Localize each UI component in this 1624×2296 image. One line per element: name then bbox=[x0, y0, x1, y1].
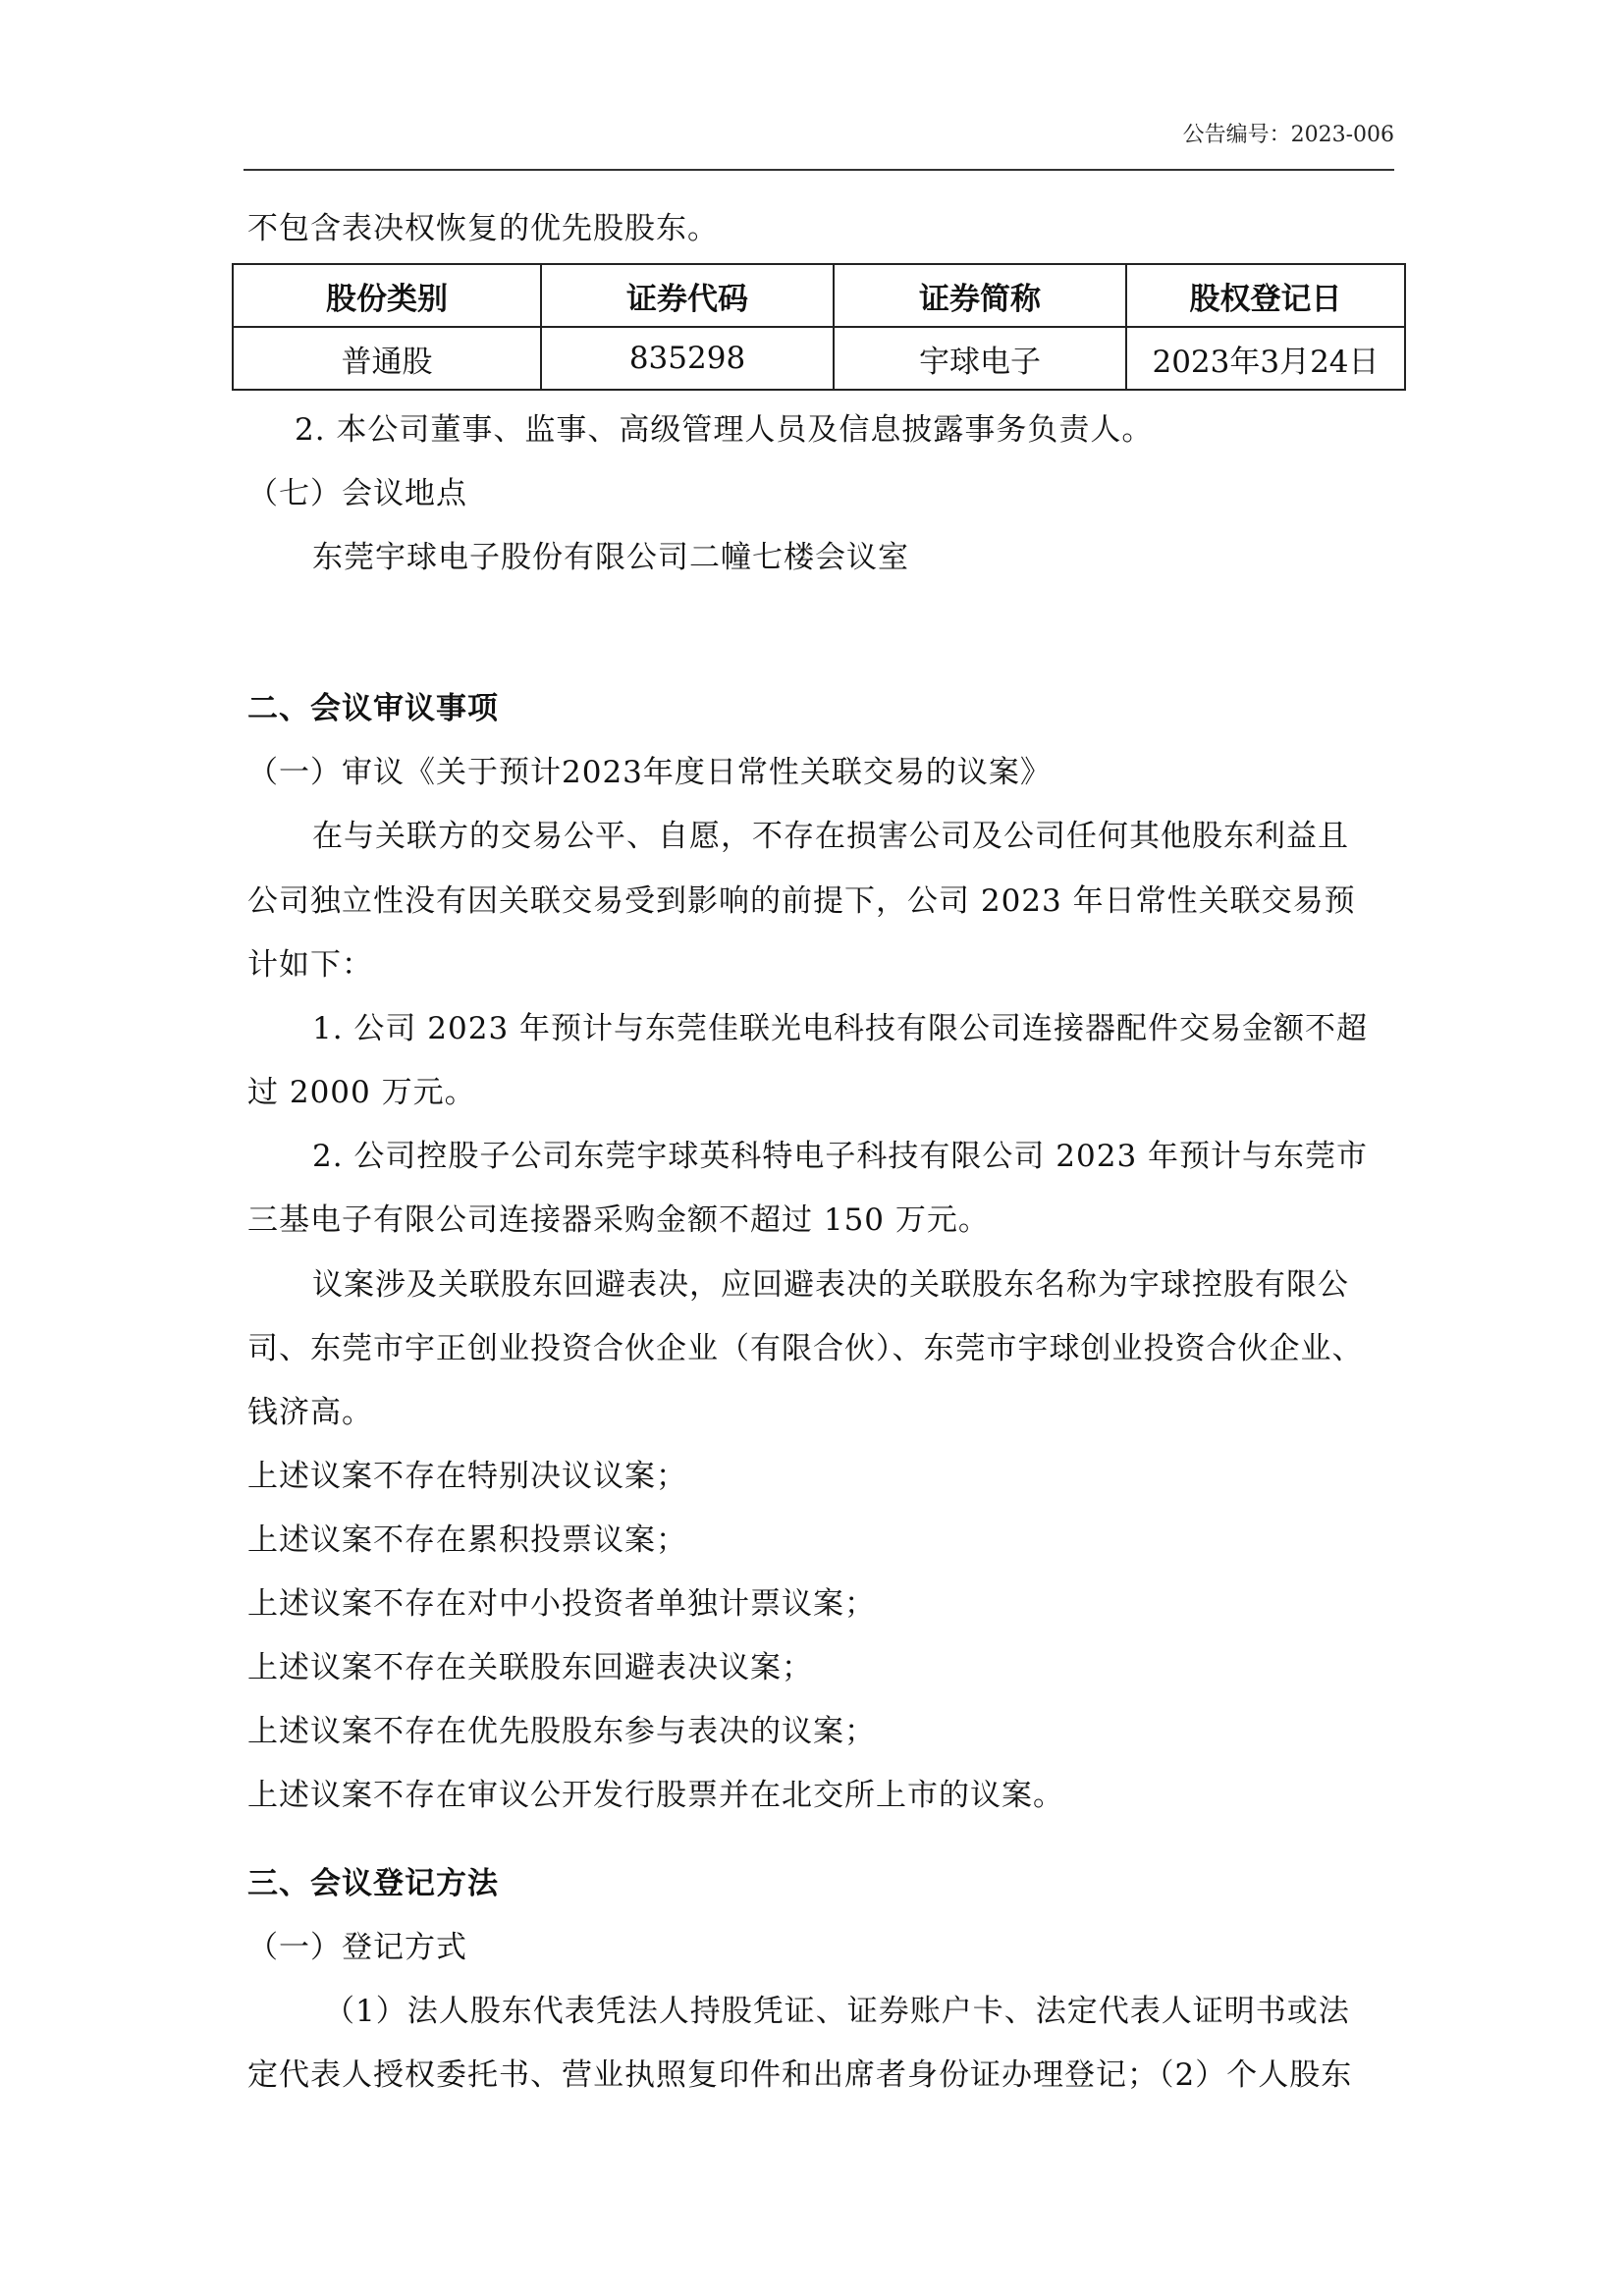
note-line: 上述议案不存在特别决议议案； bbox=[247, 1459, 687, 1494]
text-line: 钱济高。 bbox=[247, 1395, 373, 1430]
section-heading: 三、会议登记方法 bbox=[247, 1866, 499, 1901]
note-line: 上述议案不存在关联股东回避表决议案； bbox=[247, 1650, 813, 1685]
text-line: 议案涉及关联股东回避表决，应回避表决的关联股东名称为宇球控股有限公 bbox=[312, 1267, 1349, 1303]
subsection-heading: （七）会议地点 bbox=[247, 476, 467, 511]
text-line: （1）法人股东代表凭法人持股凭证、证券账户卡、法定代表人证明书或法 bbox=[324, 1994, 1350, 2029]
note-line: 上述议案不存在优先股股东参与表决的议案； bbox=[247, 1714, 876, 1749]
text-line: 2. 公司控股子公司东莞宇球英科特电子科技有限公司 2023 年预计与东莞市 bbox=[312, 1139, 1369, 1174]
table-header-cell: 证券简称 bbox=[834, 264, 1126, 327]
table-cell: 835298 bbox=[541, 327, 834, 390]
subsection-heading: （一）审议《关于预计2023年度日常性关联交易的议案》 bbox=[247, 755, 1052, 790]
text-line: 在与关联方的交易公平、自愿，不存在损害公司及公司任何其他股东利益且 bbox=[312, 819, 1349, 854]
text-line: 公司独立性没有因关联交易受到影响的前提下，公司 2023 年日常性关联交易预 bbox=[247, 883, 1356, 919]
table-cell: 宇球电子 bbox=[834, 327, 1126, 390]
note-line: 上述议案不存在对中小投资者单独计票议案； bbox=[247, 1586, 876, 1622]
table-header-cell: 证券代码 bbox=[541, 264, 834, 327]
text-line: 1. 公司 2023 年预计与东莞佳联光电科技有限公司连接器配件交易金额不超 bbox=[312, 1011, 1369, 1046]
note-line: 上述议案不存在审议公开发行股票并在北交所上市的议案。 bbox=[247, 1778, 1064, 1813]
table-header-row bbox=[233, 264, 1405, 327]
table-header-cell: 股权登记日 bbox=[1126, 264, 1405, 327]
text-line: 2. 本公司董事、监事、高级管理人员及信息披露事务负责人。 bbox=[295, 412, 1154, 448]
text-line: 不包含表决权恢复的优先股股东。 bbox=[247, 211, 719, 246]
section-heading: 二、会议审议事项 bbox=[247, 691, 499, 726]
text-line: 司、东莞市宇正创业投资合伙企业（有限合伙）、东莞市宇球创业投资合伙企业、 bbox=[247, 1331, 1364, 1366]
registration-table bbox=[232, 263, 1406, 391]
text-line: 计如下： bbox=[247, 947, 373, 983]
text-line: 定代表人授权委托书、营业执照复印件和出席者身份证办理登记；（2）个人股东 bbox=[247, 2057, 1353, 2093]
subsection-heading: （一）登记方式 bbox=[247, 1930, 467, 1965]
table-cell: 2023年3月24日 bbox=[1126, 327, 1405, 390]
text-line: 三基电子有限公司连接器采购金额不超过 150 万元。 bbox=[247, 1202, 990, 1238]
text-line: 东莞宇球电子股份有限公司二幢七楼会议室 bbox=[312, 540, 909, 575]
table-cell: 普通股 bbox=[233, 327, 541, 390]
header-rule bbox=[244, 169, 1394, 171]
table-header-cell: 股份类别 bbox=[233, 264, 541, 327]
text-line: 过 2000 万元。 bbox=[247, 1075, 476, 1110]
notice-number: 公告编号：2023-006 bbox=[1182, 123, 1394, 147]
note-line: 上述议案不存在累积投票议案； bbox=[247, 1522, 687, 1558]
table-row bbox=[233, 327, 1405, 390]
